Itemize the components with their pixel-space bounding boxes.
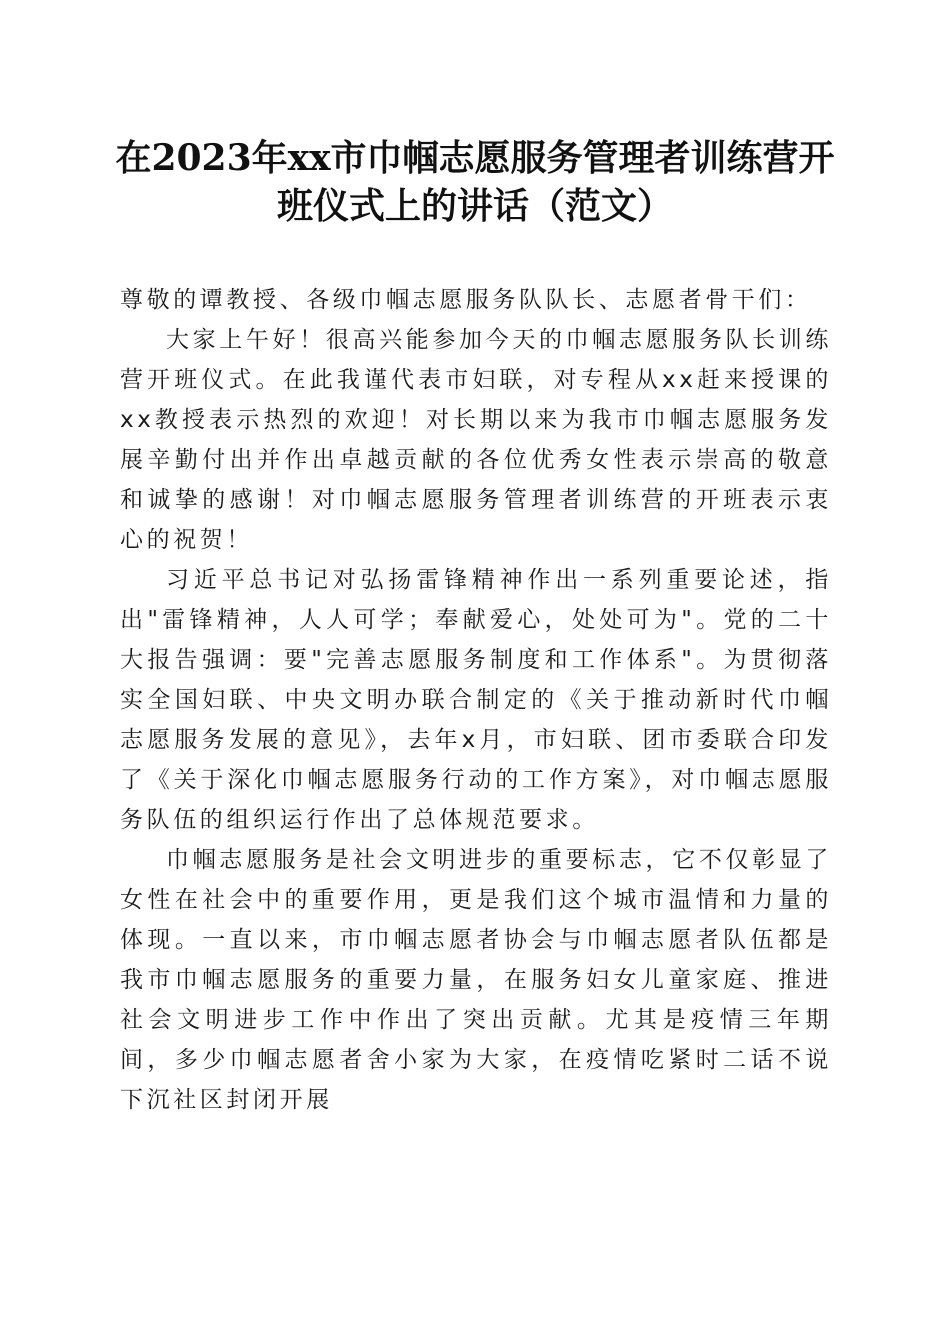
document-body (120, 280, 832, 1120)
document-title (110, 134, 840, 230)
salutation: 尊敬的谭教授、各级巾帼志愿服务队队长、志愿者骨干们： (120, 287, 812, 313)
title-line-1: 在2023年xx市巾帼志愿服务管理者训练营开 (115, 137, 835, 179)
paragraph-volunteer-service: 巾帼志愿服务是社会文明进步的重要标志，它不仅彰显了女性在社会中的重要作用，更是我们这个城市温情和力量的体现。一直以来，市巾帼志愿者协会与巾帼志愿者队伍都是我市巾帼志愿服务的重要力量，在服务妇女儿童家庭、推进社会文明进步工作中作出了突出贡献。尤其是疫情三年期间，多少巾帼志愿者舍小家为大家，在疫情吃紧时二话不说下沉社区封闭开展 (120, 847, 832, 1113)
paragraph-greeting: 大家上午好！很高兴能参加今天的巾帼志愿服务队长训练营开班仪式。在此我谨代表市妇联，对专程从xx赶来授课的xx教授表示热烈的欢迎！对长期以来为我市巾帼志愿服务发展辛勤付出并作出卓越贡献的各位优秀女性表示崇高的敬意和诚挚的感谢！对巾帼志愿服务管理者训练营的开班表示衷心的祝贺！ (120, 327, 832, 553)
title-line-2: 班仪式上的讲话（范文） (276, 185, 673, 227)
paragraph-policy: 习近平总书记对弘扬雷锋精神作出一系列重要论述，指出"雷锋精神，人人可学；奉献爱心，处处可为"。党的二十大报告强调：要"完善志愿服务制度和工作体系"。为贯彻落实全国妇联、中央文明办联合制定的《关于推动新时代巾帼志愿服务发展的意见》，去年x月，市妇联、团市委联合印发了《关于深化巾帼志愿服务行动的工作方案》，对巾帼志愿服务队伍的组织运行作出了总体规范要求。 (120, 567, 832, 833)
